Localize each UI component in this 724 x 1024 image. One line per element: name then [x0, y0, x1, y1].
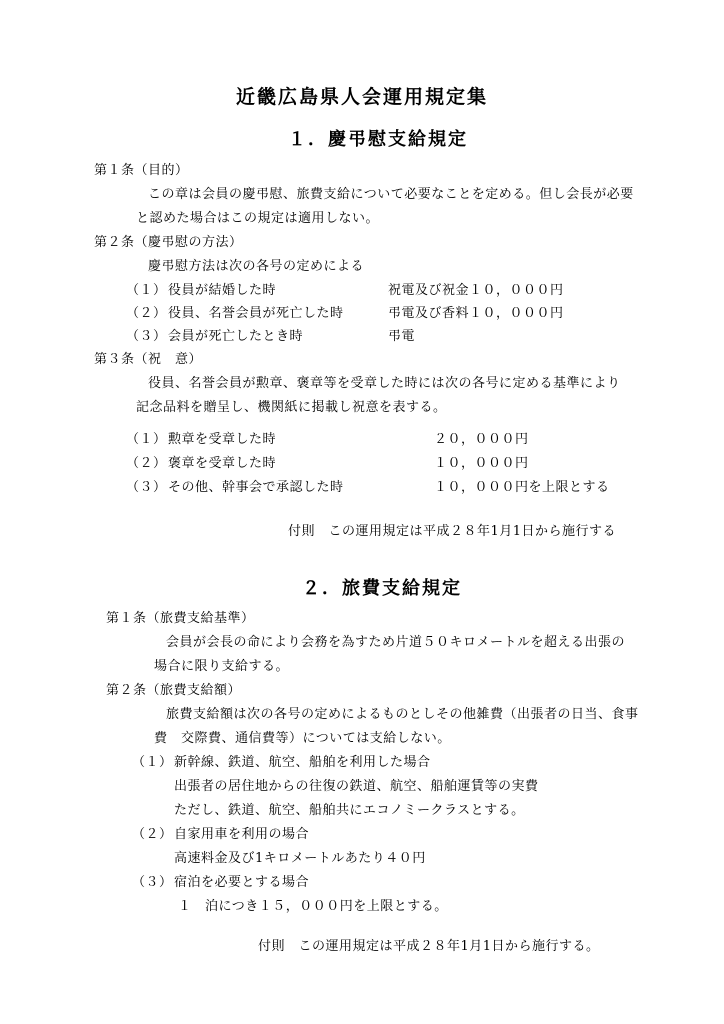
s1-a3-item-2-number: （２）: [126, 456, 167, 471]
section-1-title: １．慶弔慰支給規定: [288, 129, 468, 150]
s1-a2-item-1-text: 役員が結婚した時: [168, 283, 277, 298]
s1-a2-item-3-text: 会員が死亡したとき時: [168, 329, 304, 344]
s1-a2-item-2-number: （２）: [126, 306, 167, 321]
s2-article-1-text-1: 会員が会長の命により会務を為すため片道５０キロメートルを超える出張の: [166, 635, 626, 650]
s2-a2-item-2-detail: 高速料金及び1キロメートルあたり４０円: [174, 851, 426, 866]
s1-article-3-heading: 第３条（祝 意）: [94, 352, 203, 367]
s2-a2-item-1-text: 新幹線、鉄道、航空、船舶を利用した場合: [174, 755, 431, 770]
s1-article-1-text-2: と認めた場合はこの規定は適用しない。: [136, 211, 380, 226]
s1-article-1-heading: 第１条（目的）: [94, 163, 189, 178]
s1-a3-item-2-value: １０，０００円: [434, 456, 529, 471]
s2-a2-item-2-text: 自家用車を利用の場合: [174, 827, 310, 842]
s2-article-1-heading: 第１条（旅費支給基準）: [106, 611, 255, 626]
s2-article-1-text-2: 場合に限り支給する。: [154, 659, 290, 674]
s2-a2-item-1-detail-2: ただし、鉄道、航空、船舶共にエコノミークラスとする。: [174, 803, 525, 818]
s1-article-2-heading: 第２条（慶弔慰の方法）: [94, 235, 243, 250]
s2-supplementary-provision: 付則 この運用規定は平成２８年1月1日から施行する。: [258, 939, 600, 954]
s1-a3-item-3-number: （３）: [126, 480, 167, 495]
document-title: 近畿広島県人会運用規定集: [236, 86, 489, 108]
s1-article-3-text-1: 役員、名誉会員が勲章、褒章等を受章した時には次の各号に定める基準により: [148, 376, 621, 391]
s2-a2-item-3-text: 宿泊を必要とする場合: [174, 875, 310, 890]
s1-a2-item-1-value: 祝電及び祝金１０，０００円: [388, 283, 564, 298]
s2-a2-item-2-number: （２）: [132, 827, 173, 842]
s1-a3-item-1-text: 勲章を受章した時: [168, 432, 277, 447]
s1-a3-item-2-text: 褒章を受章した時: [168, 456, 277, 471]
s2-a2-item-1-detail-1: 出張者の居住地からの往復の鉄道、航空、船舶運賃等の実費: [174, 779, 539, 794]
s2-article-2-text-2: 費 交際費、通信費等）については支給しない。: [154, 731, 451, 746]
s1-article-3-text-2: 記念品料を贈呈し、機関紙に掲載し祝意を表する。: [136, 400, 447, 415]
s2-a2-item-3-detail: １ 泊につき１５，０００円を上限とする。: [178, 899, 448, 914]
s2-article-2-heading: 第２条（旅費支給額）: [106, 683, 242, 698]
s1-a2-item-3-value: 弔電: [388, 329, 416, 344]
s1-a2-item-2-text: 役員、名誉会員が死亡した時: [168, 306, 344, 321]
s2-article-2-text-1: 旅費支給額は次の各号の定めによるものとしその他雑費（出張者の日当、食事: [166, 707, 639, 722]
s1-a2-item-1-number: （１）: [126, 283, 167, 298]
s2-a2-item-1-number: （１）: [132, 755, 173, 770]
s2-a2-item-3-number: （３）: [132, 875, 173, 890]
s1-a2-item-2-value: 弔電及び香料１０，０００円: [388, 306, 564, 321]
s1-article-2-intro: 慶弔慰方法は次の各号の定めによる: [148, 259, 365, 274]
section-2-title: ２．旅費支給規定: [302, 578, 462, 599]
s1-article-1-text-1: この章は会員の慶弔慰、旅費支給について必要なことを定める。但し会長が必要: [148, 187, 634, 202]
s1-a3-item-3-value: １０，０００円を上限とする: [434, 480, 610, 495]
s1-a3-item-1-number: （１）: [126, 432, 167, 447]
s1-a3-item-3-text: その他、幹事会で承認した時: [168, 480, 344, 495]
s1-a3-item-1-value: ２０，０００円: [434, 432, 529, 447]
s1-a2-item-3-number: （３）: [126, 329, 167, 344]
s1-supplementary-provision: 付則 この運用規定は平成２８年1月1日から施行する: [288, 524, 617, 539]
